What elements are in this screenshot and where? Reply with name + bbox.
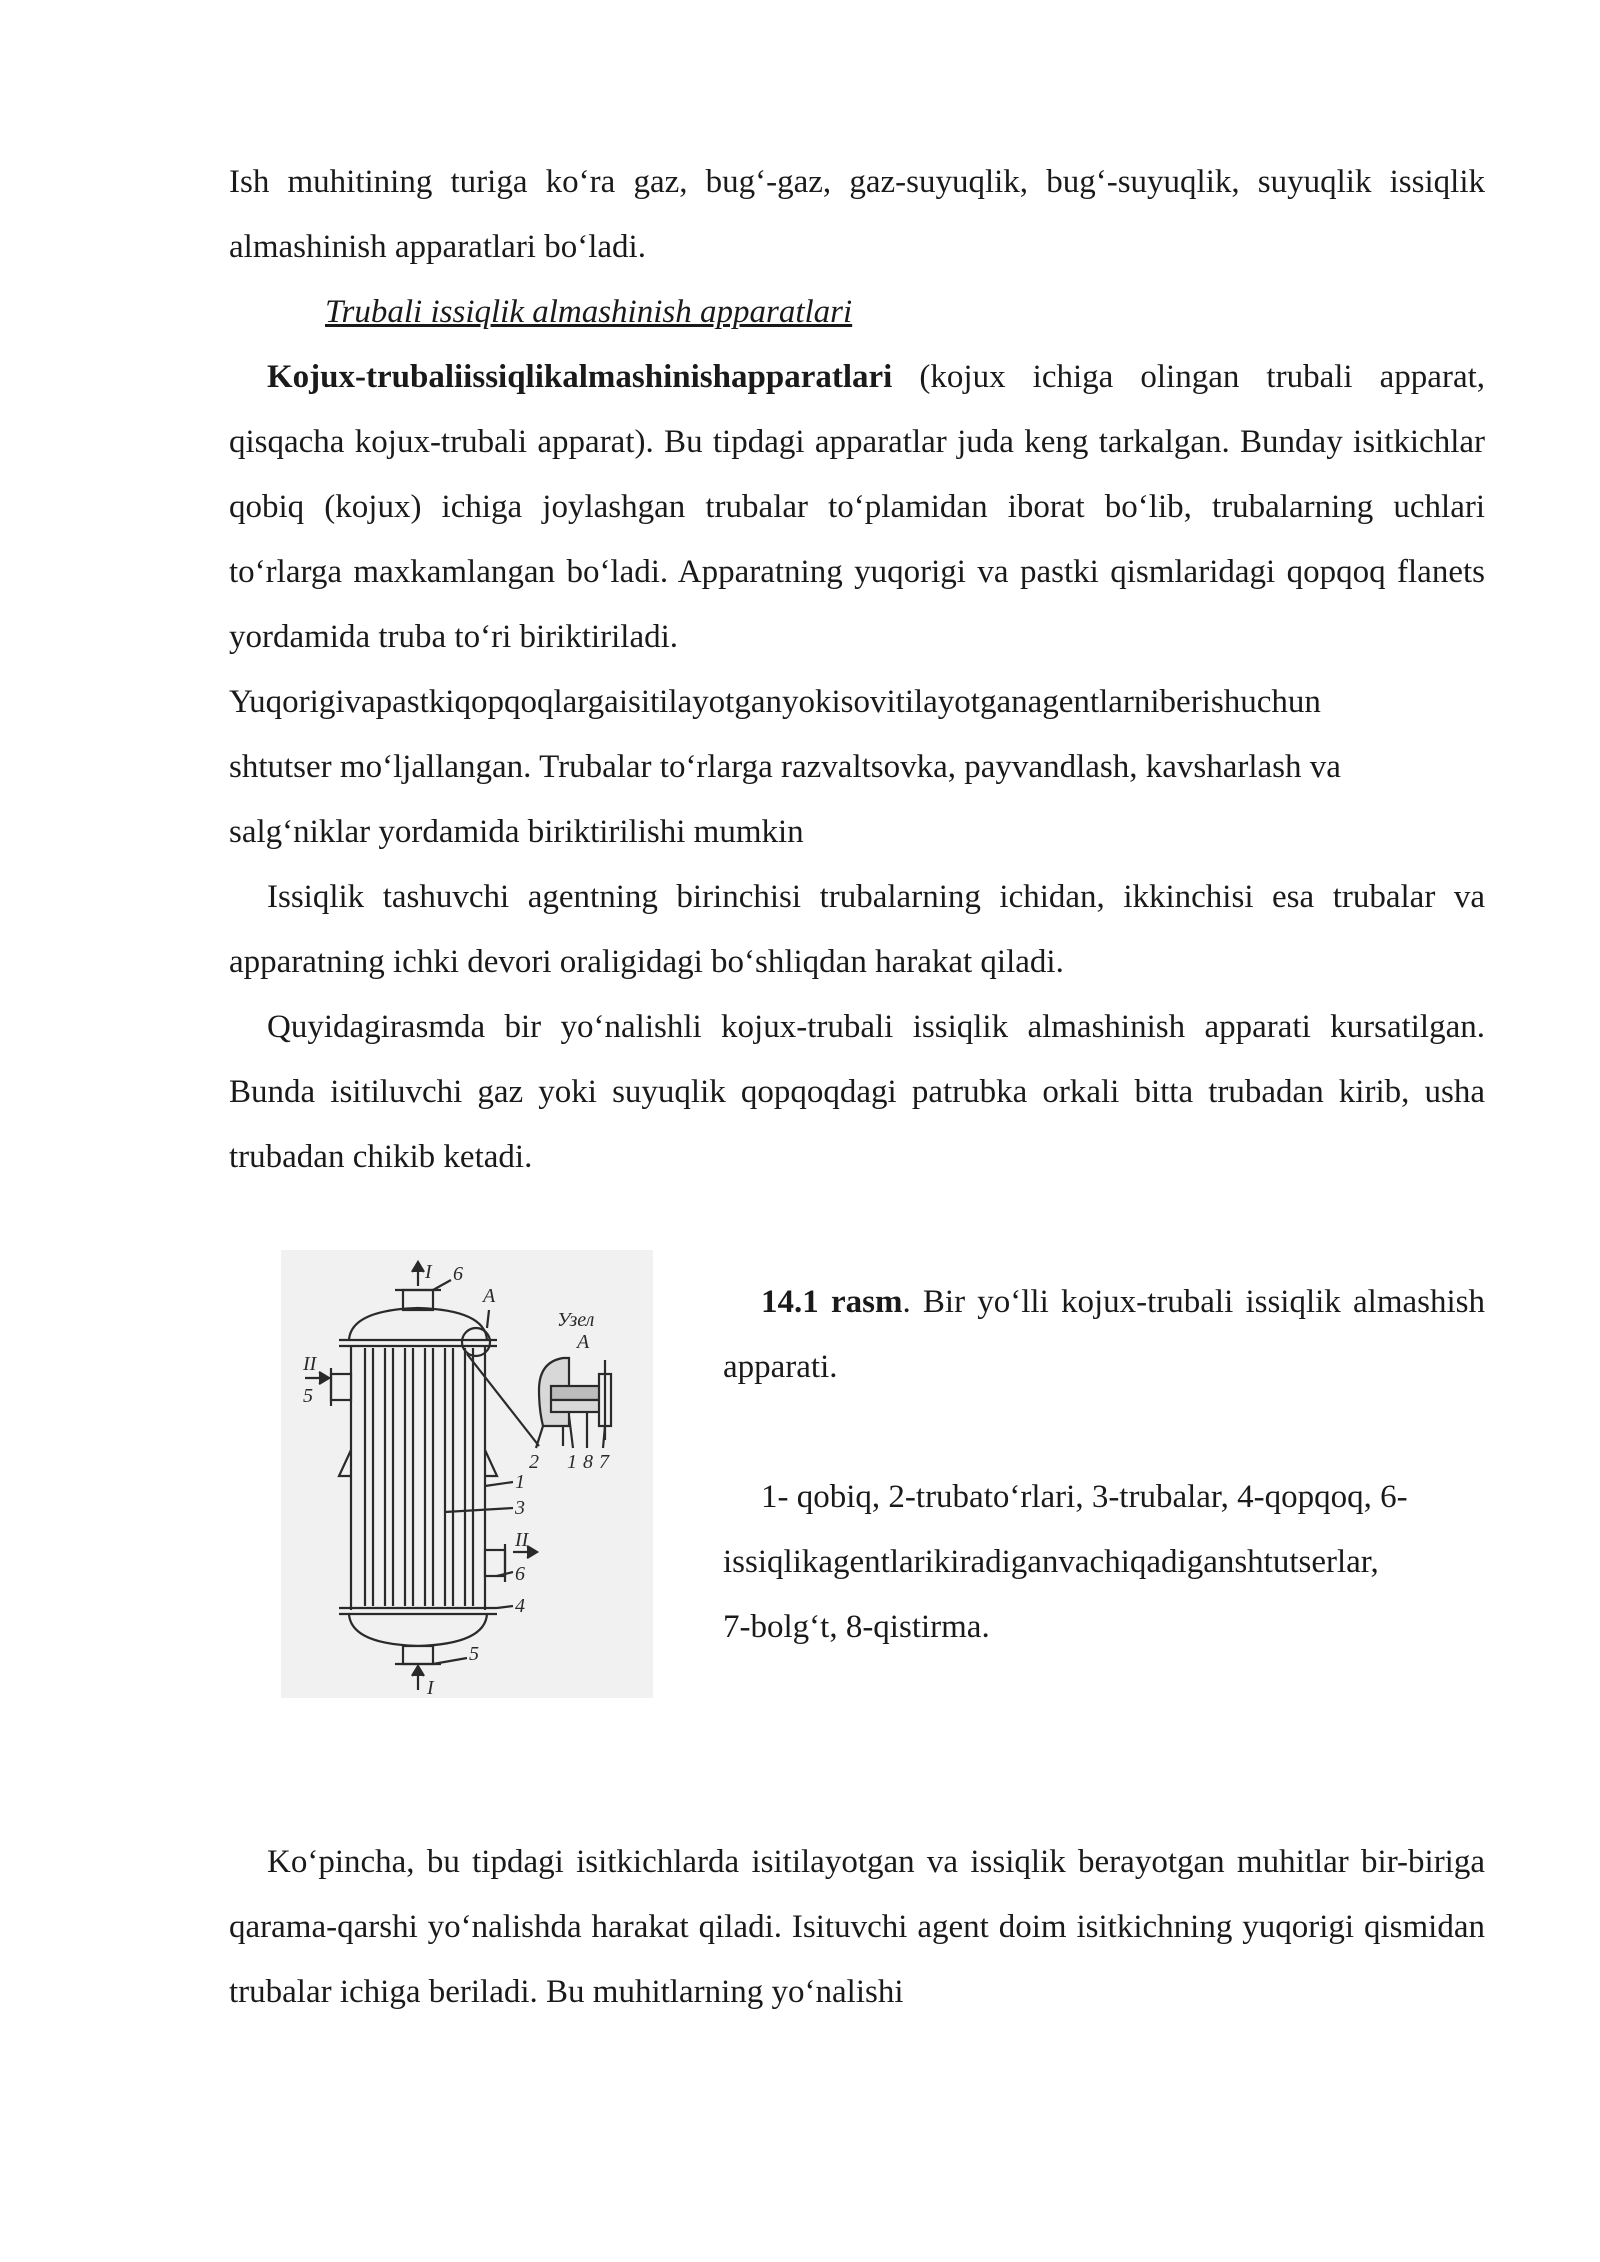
paragraph-2 xyxy=(229,345,1485,670)
label-right-II: II xyxy=(515,1529,529,1551)
paragraph-2-text: (kojux ichiga olingan trubali apparat, qisqacha kojux-trubali apparat). Bu tipdagi apparatlar juda keng tarkalgan. Bunday isitkichlar qobiq (kojux) ichiga joylashgan trubalar to‘plamidan iborat bo‘lib, trubalarning uchlari to‘rlarga maxkamlangan bo‘ladi. Apparatning yuqorigi va pastki qismlaridagi qopqoq flanets yordamida truba to‘ri biriktiriladi. xyxy=(229,359,1486,655)
term-bold: Kojux-trubaliissiqlikalmashinishapparatlari xyxy=(267,359,893,395)
label-top-I: I xyxy=(425,1261,432,1283)
label-A: A xyxy=(483,1285,496,1307)
heat-exchanger-figure xyxy=(281,1250,653,1698)
label-uzel: Узел xyxy=(557,1309,595,1331)
label-left-5: 5 xyxy=(303,1385,313,1407)
figure-block xyxy=(229,1250,1485,1770)
paragraph-3: Issiqlik tashuvchi agentning birinchisi trubalarning ichidan, ikkinchisi esa trubalar va apparatning ichki devori oraligidagi bo‘shliqdan harakat qiladi. xyxy=(229,879,1485,980)
document-page xyxy=(229,150,1486,2010)
label-3: 3 xyxy=(515,1497,525,1519)
label-uzel-A: A xyxy=(577,1331,590,1353)
label-4: 4 xyxy=(515,1595,525,1617)
label-left-II: II xyxy=(303,1353,317,1375)
paragraph-2-run: Yuqorigivapastkiqopqoqlargaisitilayotganyokisovitilayotganagentlarniberishuchun xyxy=(229,684,1321,720)
figure-caption xyxy=(723,1270,1485,1660)
label-bot-5: 5 xyxy=(469,1643,479,1665)
caption-title-text: . Bir yo‘lli kojux-trubali issiqlik almashish apparati. xyxy=(723,1284,1485,1385)
caption-number: 14.1 rasm xyxy=(761,1284,903,1320)
label-top-6: 6 xyxy=(453,1263,463,1285)
caption-legend-1: 1- qobiq, 2-trubato‘rlari, 3-trubalar, 4-qopqoq, 6- xyxy=(761,1479,1408,1515)
caption-legend-2: issiqlikagentlarikiradiganvachiqadiganshtutserlar, xyxy=(723,1544,1379,1580)
label-6: 6 xyxy=(515,1563,525,1585)
label-1: 1 xyxy=(515,1471,525,1493)
paragraph-5: Ko‘pincha, bu tipdagi isitkichlarda isitilayotgan va issiqlik berayotgan muhitlar bir-biriga qarama-qarshi yo‘nalishda harakat qiladi. Isituvchi agent doim isitkichning yuqorigi qismidan trubalar ichiga beriladi. Bu muhitlarning yo‘nalishi xyxy=(229,1844,1485,2010)
paragraph-2-end: shtutser mo‘ljallangan. Trubalar to‘rlarga razvaltsovka, payvandlash, kavsharlash va salg‘niklar yordamida biriktirilishi mumkin xyxy=(229,749,1341,850)
label-7: 7 xyxy=(599,1451,609,1473)
label-1a: 1 xyxy=(567,1451,577,1473)
caption-legend-3: 7-bolg‘t, 8-qistirma. xyxy=(723,1609,990,1645)
label-2: 2 xyxy=(529,1451,539,1473)
paragraph-1: Ish muhitining turiga ko‘ra gaz, bug‘-gaz, gaz-suyuqlik, bug‘-suyuqlik, suyuqlik issiqlik almashinish apparatlari bo‘ladi. xyxy=(229,164,1485,265)
section-heading: Trubali issiqlik almashinish apparatlari xyxy=(325,294,853,330)
caption-title xyxy=(723,1270,1485,1400)
label-8: 8 xyxy=(583,1451,593,1473)
after-figure-text xyxy=(229,1830,1485,2025)
label-bot-I: I xyxy=(427,1677,434,1698)
paragraph-4: Quyidagirasmda bir yo‘nalishli kojux-trubali issiqlik almashinish apparati kursatilgan. Bunda isitiluvchi gaz yoki suyuqlik qopqoqdagi patrubka orkali bitta trubadan kirib, usha trubadan chikib ketadi. xyxy=(229,1009,1485,1175)
